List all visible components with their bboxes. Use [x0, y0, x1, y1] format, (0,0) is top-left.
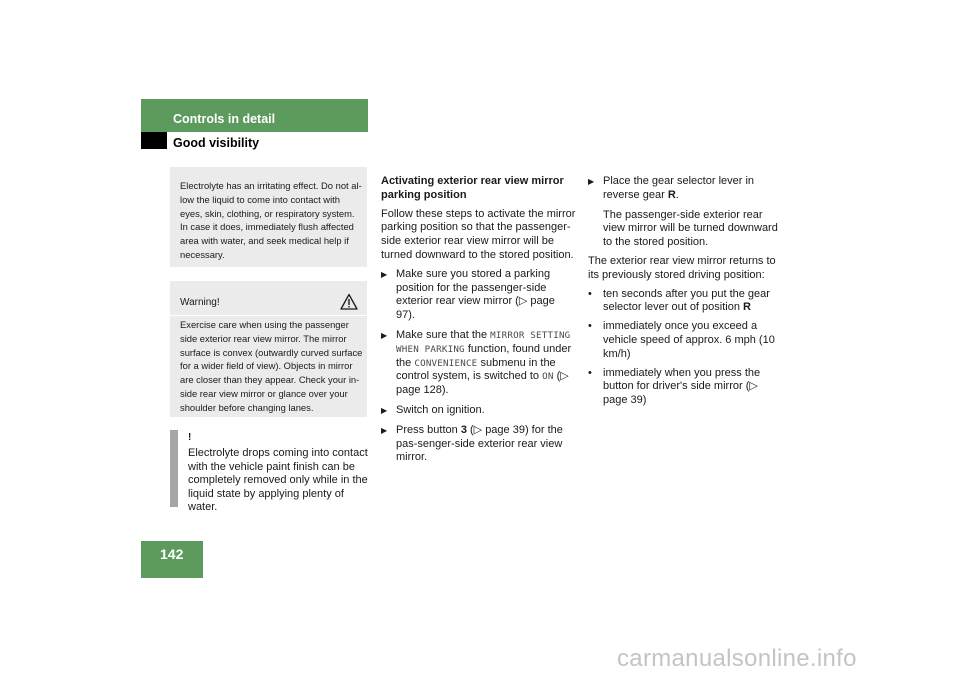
step-item: [381, 268, 576, 323]
middle-column: [381, 175, 576, 471]
list-item: • immediately when you press the button for driver's side mirror (▷ page 39): [588, 366, 761, 407]
bullet-icon: •: [588, 366, 592, 379]
list-item: • ten seconds after you put the gear selector lever out of position R: [588, 287, 770, 314]
note-exclamation: !: [188, 432, 192, 443]
procedure-intro: Follow these steps to activate the mirror parking position so that the passenger-side exterior rear view mirror will be turned downward to the stored position.: [381, 207, 576, 261]
watermark: carmanualsonline.info: [617, 645, 857, 672]
warning-box: [170, 281, 367, 417]
warning-header: [180, 291, 358, 313]
warning-divider: [170, 315, 367, 316]
step-text: Press button 3 (▷ page 39) for the pas-senger-side exterior rear view mirror.: [396, 423, 563, 464]
subsection-title: Good visibility: [173, 136, 260, 150]
step-text: Make sure that the MIRROR SETTING WHEN PARKING function, found under the CONVENIENCE submenu in the control system, is switched to ON (▷ page 128).: [396, 328, 572, 397]
right-column: [588, 175, 783, 413]
menu-item-code: CONVENIENCE: [414, 357, 478, 369]
step-arrow-icon: ▶: [381, 405, 388, 415]
note-text: Electrolyte drops coming into contact with the vehicle paint finish can be completely removed only while in the liquid state by applying plenty of water.: [188, 447, 368, 513]
step-text: Make sure you stored a parking position for the passenger-side exterior rear view mirror (▷ page 97).: [396, 267, 555, 322]
procedure-heading: Activating exterior rear view mirror parking position: [381, 175, 564, 201]
electrolyte-info-text: Electrolyte has an irritating effect. Do not al-low the liquid to come into contact with eyes, skin, clothing, or respiratory system. In case it does, immediately flush affected area with water, and seek medical help if necessary.: [180, 180, 362, 260]
step-arrow-icon: ▶: [381, 330, 388, 340]
step-result: The passenger-side exterior rear view mirror will be turned downward to the stored position.: [603, 208, 778, 249]
step-item: [381, 329, 576, 398]
gear-position: R: [743, 301, 751, 314]
section-title: Controls in detail: [173, 112, 276, 126]
menu-item-code: ON: [542, 371, 554, 383]
step-item: [381, 424, 576, 465]
bullet-icon: •: [588, 287, 592, 300]
warning-triangle-icon: [340, 293, 358, 311]
note-side-bar: [170, 430, 178, 507]
page-number: 142: [160, 546, 184, 562]
list-item: • immediately once you exceed a vehicle speed of approx. 6 mph (10 km/h): [588, 320, 775, 360]
gear-position: R: [667, 188, 676, 201]
step-arrow-icon: ▶: [381, 425, 388, 435]
button-number: 3: [460, 423, 467, 436]
warning-title: Warning!: [180, 296, 220, 308]
step-text: Place the gear selector lever in reverse gear R.: [603, 175, 755, 201]
warning-text: Exercise care when using the passenger side exterior rear view mirror. The mirror surface is convex (outwardly curved surface for a wider field of view). Objects in mirror are closer than they appear. Check your in-side rear view mirror or glance over your shoulder before changing lanes.: [180, 319, 363, 413]
step-arrow-icon: ▶: [588, 177, 595, 186]
subsection-marker: [141, 132, 167, 149]
menu-item-code: MIRROR SETTING WHEN PARKING: [396, 329, 571, 355]
step-item: [588, 175, 783, 203]
returns-intro: The exterior rear view mirror returns to its previously stored driving position:: [588, 254, 776, 281]
step-item: [381, 404, 576, 418]
step-text: Switch on ignition.: [396, 403, 485, 416]
electrolyte-info-box: [170, 167, 367, 267]
step-arrow-icon: ▶: [381, 269, 388, 279]
bullet-icon: •: [588, 320, 592, 333]
